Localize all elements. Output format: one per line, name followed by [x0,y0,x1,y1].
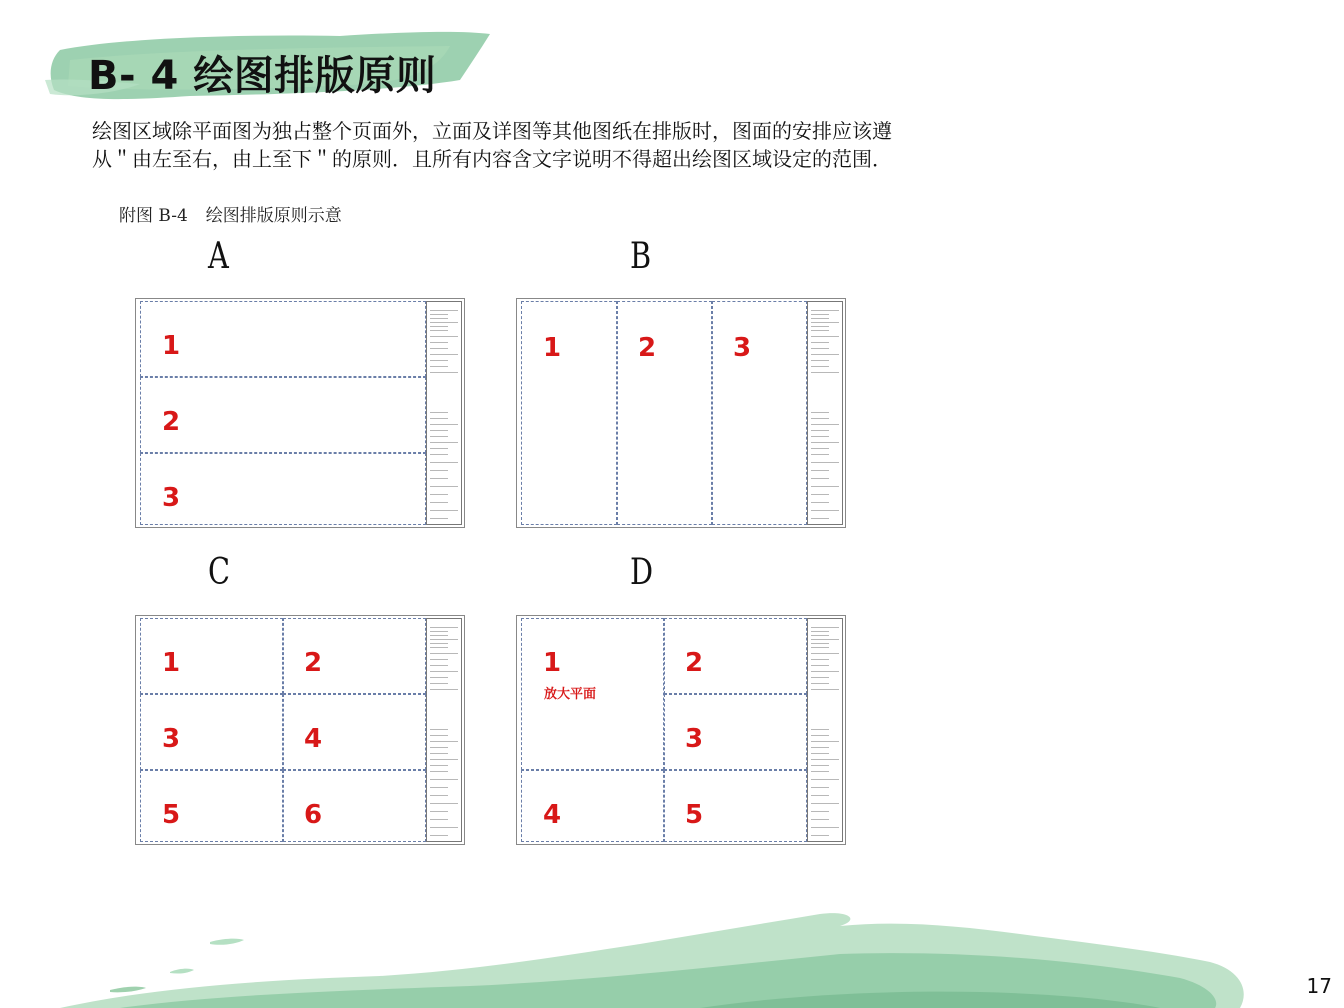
footer-brush-decoration [0,900,1344,1008]
panel-letter-a: A [208,236,229,277]
title-block-line [430,729,448,730]
title-block-line [430,436,448,437]
title-block-line [811,683,829,684]
title-block-line [811,827,839,828]
sheet-a-zone-2 [140,377,426,453]
title-block-line [430,677,448,678]
sheet-d-number: 2 [685,648,704,678]
title-block-line [811,631,829,632]
title-block-line [430,354,458,355]
title-block-line [430,735,448,736]
title-block-line [430,671,458,672]
title-block-line [811,835,829,836]
title-block-line [430,835,448,836]
title-block-line [811,454,829,455]
title-block-line [811,689,839,690]
title-block-line [430,424,458,425]
sheet-a-zone-3 [140,453,426,525]
title-block-line [811,729,829,730]
title-block-line [430,454,448,455]
title-block-line [811,779,839,780]
title-block-line [430,811,448,812]
title-block-line [430,631,448,632]
page-title: B- 4 绘图排版原则 [88,53,437,99]
title-block-line [811,771,829,772]
title-block-line [430,653,458,654]
sheet-b-zone-2 [617,301,712,525]
title-block-line [430,502,448,503]
sheet-d-number: 5 [685,800,704,830]
title-block-line [811,811,829,812]
panel-letter-b: B [630,236,652,277]
sheet-c-number: 6 [304,800,323,830]
title-block-line [811,318,829,319]
title-block-line [811,659,829,660]
title-block-line [811,765,829,766]
title-block-line [811,653,839,654]
title-block-line [811,366,829,367]
title-block-line [430,639,458,640]
title-block-line [811,412,829,413]
title-block-line [430,442,458,443]
title-block-line [430,659,448,660]
title-block-line [430,665,448,666]
title-block-line [430,759,458,760]
title-block-line [430,360,448,361]
title-block-line [811,759,839,760]
title-block-line [811,803,839,804]
sheet-a-number: 3 [162,483,181,513]
title-block-line [811,665,829,666]
title-block-line [811,326,829,327]
title-block-line [430,741,458,742]
title-block-line [811,462,839,463]
title-block-line [811,430,829,431]
title-block-line [811,787,829,788]
panel-letter-c: C [208,552,231,593]
title-block-line [430,372,458,373]
title-block-line [430,518,448,519]
title-block-line [811,510,839,511]
title-block-line [811,418,829,419]
title-block-line [430,771,448,772]
title-block-line [430,462,458,463]
title-block-line [430,418,448,419]
title-block-line [430,819,448,820]
sheet-a-zone-1 [140,301,426,377]
sheet-d-number: 1 [543,648,562,678]
description-paragraph [92,117,1092,173]
title-block-line [811,647,829,648]
title-block-line [430,330,448,331]
title-block-line [430,779,458,780]
title-block-line [811,336,839,337]
figure-caption [119,201,342,226]
title-block-line [811,310,839,311]
title-block-line [811,502,829,503]
title-block-line [811,819,829,820]
title-block-line [811,348,829,349]
layout-sheet-c [135,615,465,845]
layout-sheet-d [516,615,846,845]
layout-sheet-a [135,298,465,528]
title-block-line [430,412,448,413]
title-block-line [430,348,448,349]
sheet-c-number: 2 [304,648,323,678]
title-block-line [430,494,448,495]
title-block-line [430,689,458,690]
title-block-line [430,647,448,648]
sheet-d-enlarged-plan-note: 放大平面 [544,687,597,702]
sheet-b-number: 2 [638,333,657,363]
title-block-line [430,342,448,343]
title-block-line [430,478,448,479]
title-block-line [430,683,448,684]
title-block-line [811,448,829,449]
title-block-line [430,635,448,636]
title-block-line [811,518,829,519]
title-block-line [430,510,458,511]
title-block-line [430,803,458,804]
title-block-line [811,424,839,425]
title-block-line [430,643,448,644]
title-block-line [811,322,839,323]
title-block-line [430,430,448,431]
sheet-a-number: 2 [162,407,181,437]
title-block-line [430,787,448,788]
title-block-line [811,360,829,361]
title-block-line [430,448,448,449]
title-block-line [811,330,829,331]
title-block-line [811,747,829,748]
sheet-c-title-block [426,618,462,842]
title-block-line [430,795,448,796]
title-block-line [430,314,448,315]
title-block-line [811,627,839,628]
panel-letter-d: D [630,552,654,593]
sheet-c-number: 4 [304,724,323,754]
title-block-line [430,747,448,748]
title-block-line [811,478,829,479]
title-block-line [811,735,829,736]
title-block-line [811,671,839,672]
paragraph-line-2: 从＂由左至右，由上至下＂的原则．且所有内容含文字说明不得超出绘图区域设定的范围． [92,147,892,171]
title-block-line [430,827,458,828]
title-block-line [811,639,839,640]
sheet-a-number: 1 [162,331,181,361]
sheet-c-number: 5 [162,800,181,830]
sheet-a-title-block [426,301,462,525]
sheet-c-number: 1 [162,648,181,678]
figure-caption-id: 附图 B-4 [119,206,188,226]
sheet-c-number: 3 [162,724,181,754]
paragraph-line-1: 绘图区域除平面图为独占整个页面外，立面及详图等其他图纸在排版时，图面的安排应该遵 [92,119,892,143]
title-block-line [430,627,458,628]
title-block-line [430,366,448,367]
sheet-b-zone-1 [521,301,617,525]
sheet-b-number: 1 [543,333,562,363]
sheet-d-number: 4 [543,800,562,830]
title-block-line [430,318,448,319]
title-block-line [811,470,829,471]
title-block-line [430,326,448,327]
sheet-b-number: 3 [733,333,752,363]
title-block-line [811,741,839,742]
title-block-line [430,336,458,337]
title-block-line [811,494,829,495]
title-block-line [811,643,829,644]
page-number: 17 [1306,974,1332,998]
title-block-line [811,354,839,355]
title-block-line [811,635,829,636]
title-block-line [811,486,839,487]
title-block-line [811,342,829,343]
sheet-b-zone-3 [712,301,807,525]
sheet-d-title-block [807,618,843,842]
title-block-line [811,436,829,437]
title-block-line [811,753,829,754]
figure-caption-text: 绘图排版原则示意 [205,206,342,226]
title-block-line [811,795,829,796]
title-block-line [430,753,448,754]
title-block-line [811,314,829,315]
title-block-line [811,442,839,443]
title-block-line [430,322,458,323]
title-block-line [811,677,829,678]
title-block-line [430,310,458,311]
title-block-line [430,470,448,471]
sheet-b-title-block [807,301,843,525]
title-block-line [811,372,839,373]
sheet-d-number: 3 [685,724,704,754]
title-block-line [430,486,458,487]
layout-sheet-b [516,298,846,528]
title-block-line [430,765,448,766]
